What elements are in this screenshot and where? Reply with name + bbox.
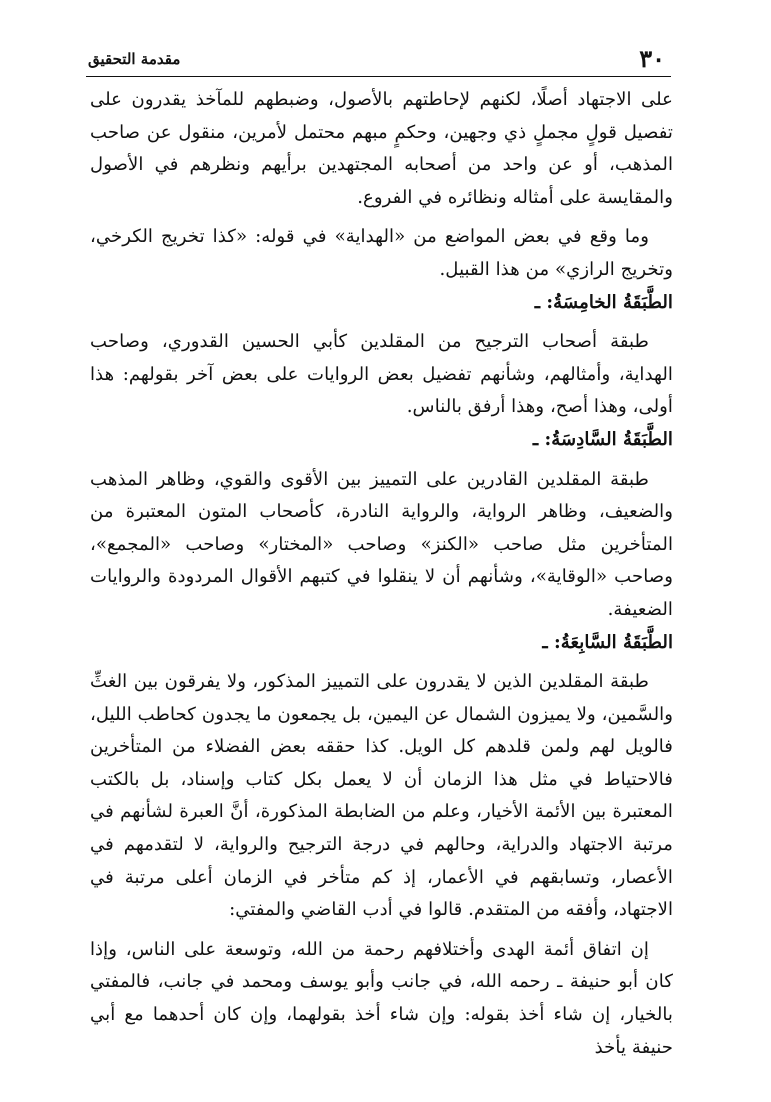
- section-heading-sixth-tier: الطَّبَقَةُ السَّادِسَةُ: ـ: [532, 428, 673, 450]
- section-heading-seventh-tier: الطَّبَقَةُ السَّابِعَةُ: ـ: [542, 631, 673, 653]
- paragraph: وما وقع في بعض المواضع من «الهداية» في قوله: «كذا تخريج الكرخي، وتخريج الرازي» من هذا القبيل.: [90, 226, 673, 280]
- section-heading-fifth-tier: الطَّبَقَةُ الخامِسَةُ: ـ: [534, 291, 673, 313]
- paragraph: طبقة أصحاب الترجيح من المقلدين كأبي الحسين القدوري، وصاحب الهداية، وأمثالهم، وشأنهم تفضيل بعض الروايات على بعض آخر بقولهم: هذا أولى، وهذا أصح، وهذا أرفق بالناس.: [90, 331, 673, 418]
- page-number: ٣٠: [639, 44, 665, 73]
- paragraph: طبقة المقلدين القادرين على التمييز بين الأقوى والقوي، وظاهر المذهب والضعيف، وظاهر الرواية، والرواية النادرة، كأصحاب المتون المعتبرة من المتأخرين مثل صاحب «الكنز» وصاحب «المختار» وصاحب «المجمع»، وصاحب «الوقاية»، وشأنهم أن لا ينقلوا في كتبهم الأقوال المردودة والروايات الضعيفة.: [90, 468, 673, 620]
- running-title: مقدمة التحقيق: [88, 50, 181, 68]
- paragraph: إن اتفاق أئمة الهدى وأختلافهم رحمة من الله، وتوسعة على الناس، وإذا كان أبو حنيفة ـ رحمه الله، في جانب وأبو يوسف ومحمد في جانب، فالمفتي بالخيار، إن شاء أخذ بقوله: وإن شاء أخذ بقولهما، وإن كان أحدهما مع أبي حنيفة يأخذ: [90, 938, 673, 1058]
- paragraph: على الاجتهاد أصلًا، لكنهم لإحاطتهم بالأصول، وضبطهم للمآخذ يقدرون على تفصيل قولٍ مجملٍ ذي وجهين، وحكمٍ مبهم محتمل لأمرين، منقول عن صاحب المذهب، أو عن واحد من أصحابه المجتهدين برأيهم ونظرهم في الأصول والمقايسة على أمثاله ونظائره في الفروع.: [90, 89, 673, 208]
- header-rule: [86, 76, 671, 77]
- paragraph: طبقة المقلدين الذين لا يقدرون على التمييز المذكور، ولا يفرقون بين الغثِّ والسَّمين، ولا يميزون الشمال عن اليمين، بل يجمعون ما يجدون كحاطب الليل، فالويل لهم ولمن قلدهم كل الويل. كذا حققه بعض الفضلاء من المتأخرين فالاحتياط في مثل هذا الزمان أن لا يعمل بكل كتاب وإسناد، بل بالكتب المعتبرة بين الأئمة الأخيار، وعلم من الضابطة المذكورة، أنَّ العبرة لشأنهم في مرتبة الاجتهاد والدراية، وحالهم في درجة الترجيح والرواية، لا لتقدمهم في الأعصار، وتسابقهم في الأعمار، إذ كم متأخر في الزمان أعلى مرتبة في الاجتهاد، وأفقه من المتقدم. قالوا في أدب القاضي والمفتي:: [90, 671, 673, 921]
- page-header: [88, 46, 665, 72]
- page-body: [90, 84, 673, 1064]
